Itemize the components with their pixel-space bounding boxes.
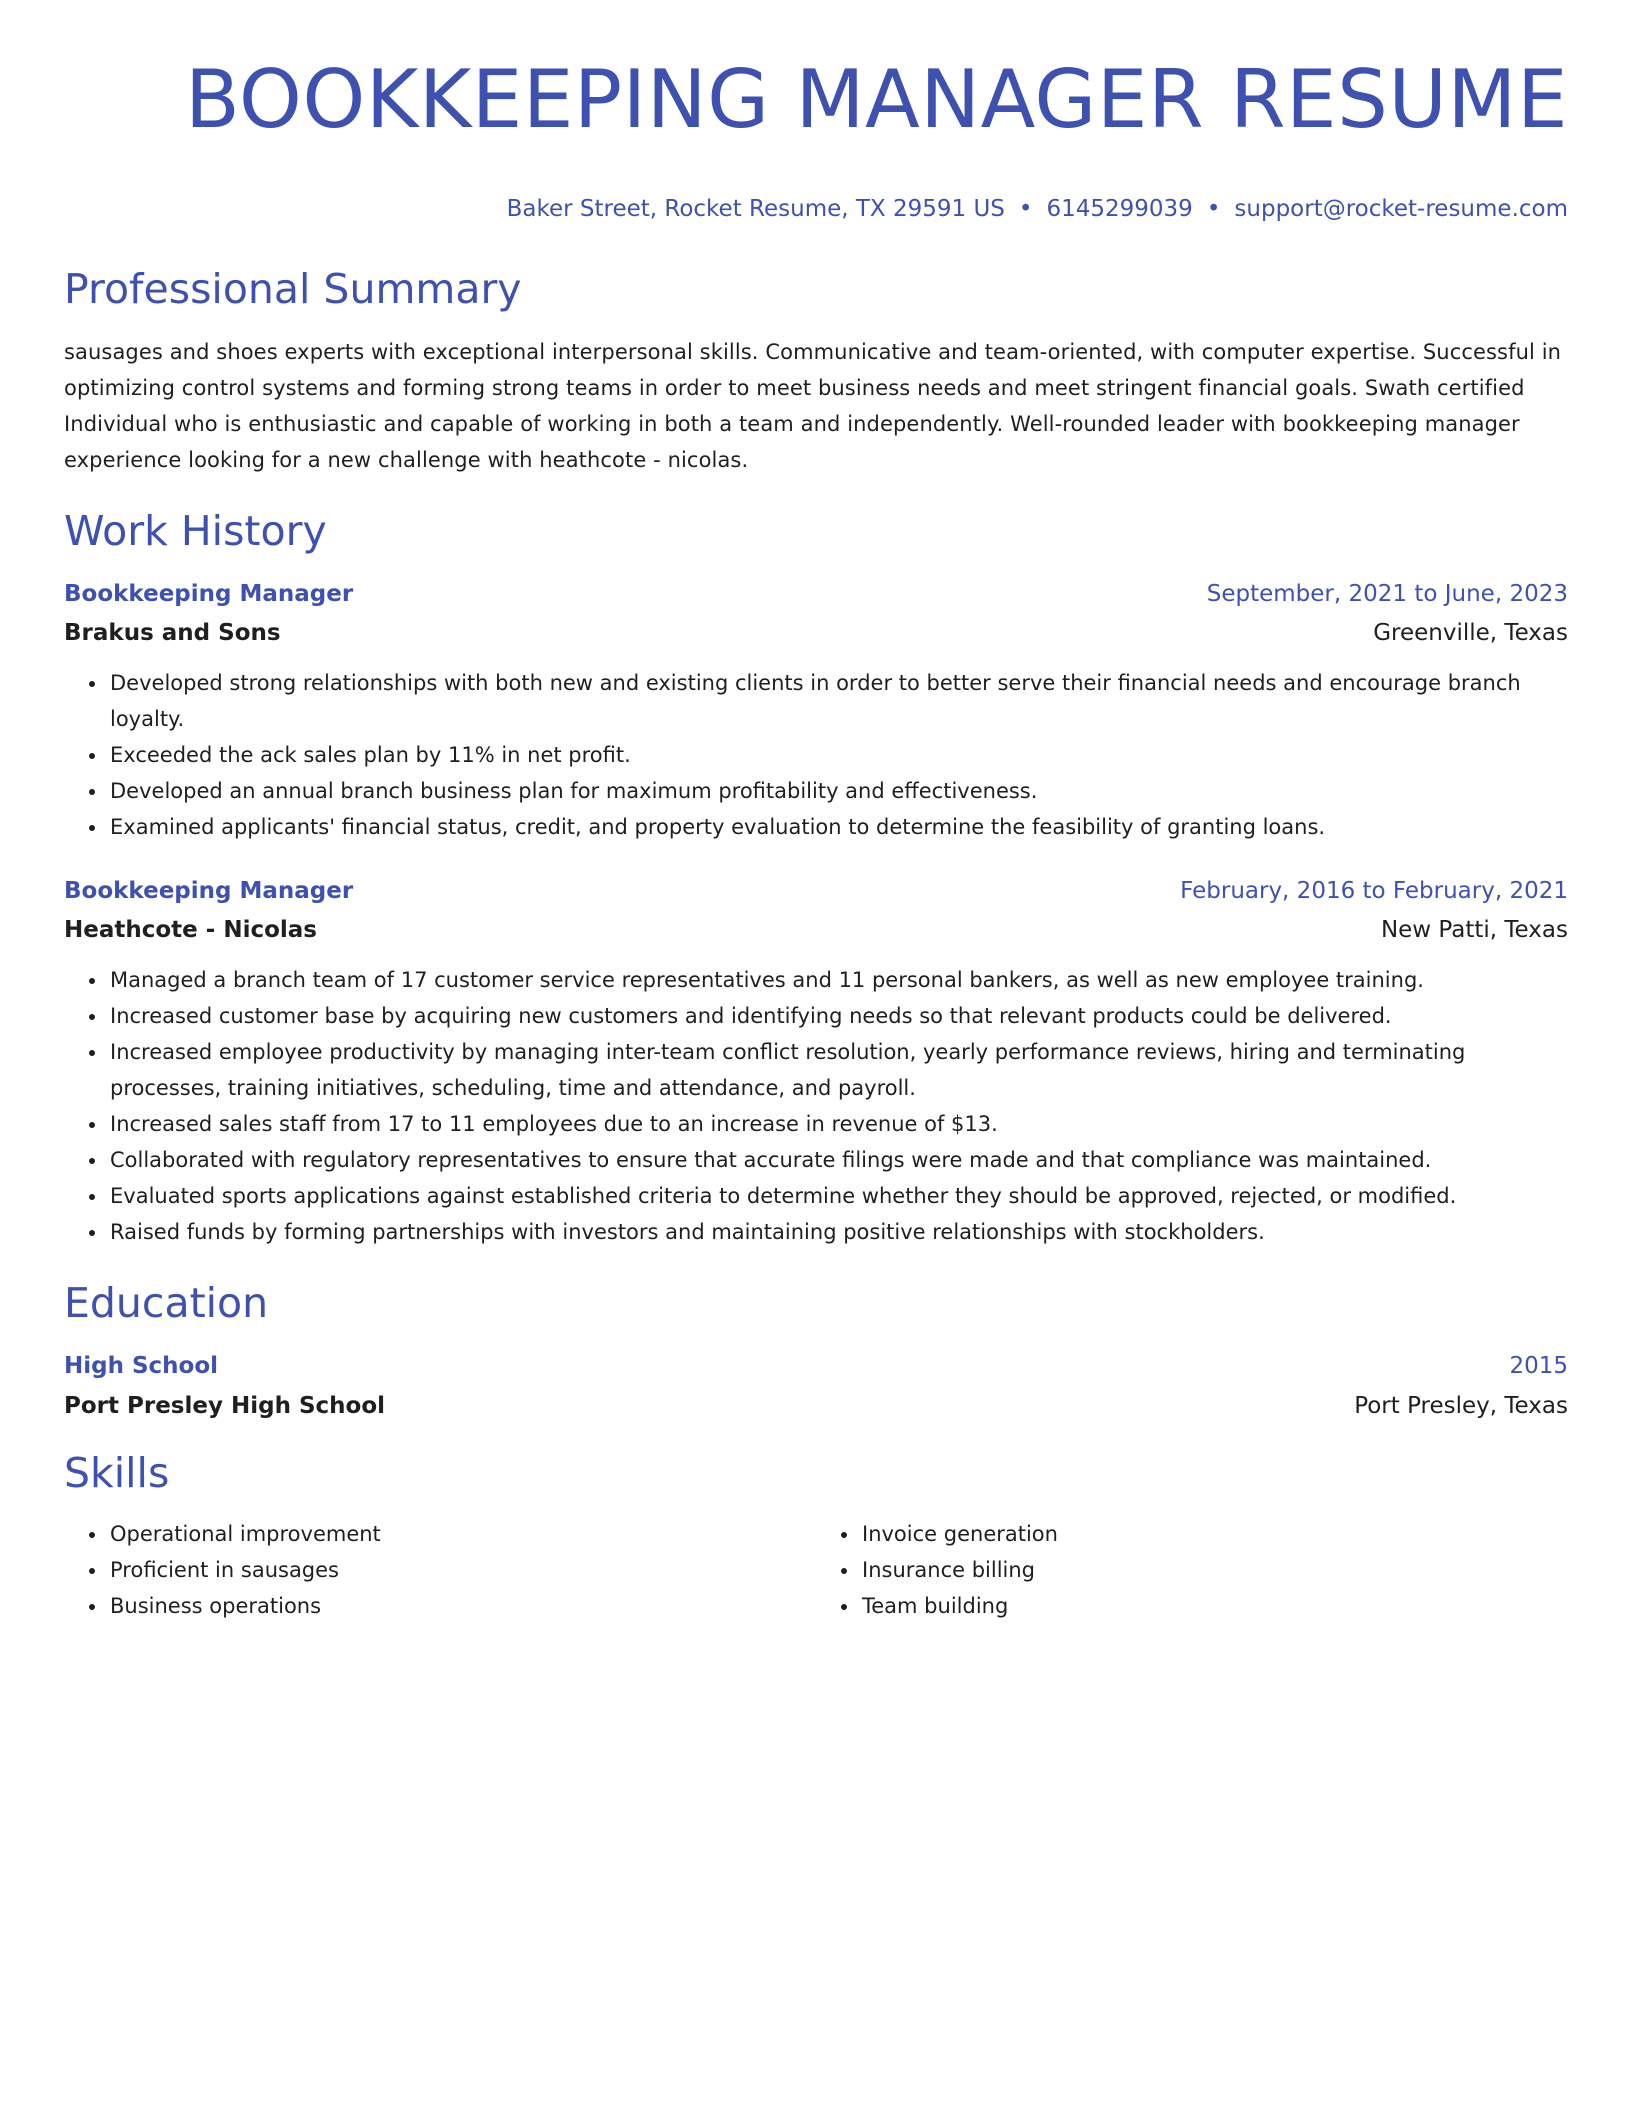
education-header-row <box>64 1350 1568 1382</box>
job-employer-row <box>64 914 1568 946</box>
contact-separator: • <box>1018 196 1033 222</box>
education-degree: High School <box>64 1353 219 1379</box>
job-bullet: • Exceeded the ack sales plan by 11% in net profit. <box>108 737 1568 773</box>
job-bullets <box>64 962 1568 1250</box>
education-location: Port Presley, Texas <box>1354 1393 1568 1419</box>
job-header-row <box>64 578 1568 610</box>
education-heading: Education <box>64 1279 269 1327</box>
job-bullet: • Developed strong relationships with both new and existing clients in order to better serve their financial needs and encourage branch loyalty. <box>108 665 1568 737</box>
skill-item: • Business operations <box>108 1588 816 1624</box>
job-bullet: • Examined applicants' financial status, credit, and property evaluation to determine the feasibility of granting loans. <box>108 809 1568 845</box>
skill-item: • Insurance billing <box>860 1552 1568 1588</box>
education-year: 2015 <box>1509 1353 1568 1379</box>
skill-item: • Proficient in sausages <box>108 1552 816 1588</box>
job-bullet: • Increased employee productivity by managing inter-team conflict resolution, yearly performance reviews, hiring and terminating processes, training initiatives, scheduling, time and attendance, and payroll. <box>108 1034 1568 1106</box>
resume-title: BOOKKEEPING MANAGER RESUME <box>184 53 1568 146</box>
job-location: Greenville, Texas <box>1373 620 1568 646</box>
skill-item: • Team building <box>860 1588 1568 1624</box>
job-employer-row <box>64 617 1568 649</box>
summary-heading: Professional Summary <box>64 265 522 313</box>
job-dates: February, 2016 to February, 2021 <box>1180 878 1568 904</box>
skill-item: • Operational improvement <box>108 1516 816 1552</box>
education-section <box>64 1278 1568 1422</box>
job-title: Bookkeeping Manager <box>64 581 354 607</box>
job-location: New Patti, Texas <box>1380 917 1568 943</box>
skills-column-right <box>816 1516 1568 1624</box>
job-bullet: • Collaborated with regulatory representatives to ensure that accurate filings were made and that compliance was maintained. <box>108 1142 1568 1178</box>
job-bullet: • Raised funds by forming partnerships with investors and maintaining positive relationships with stockholders. <box>108 1214 1568 1250</box>
job-bullet: • Developed an annual branch business plan for maximum profitability and effectiveness. <box>108 773 1568 809</box>
job-header-row <box>64 875 1568 907</box>
job-bullet: • Increased sales staff from 17 to 11 employees due to an increase in revenue of $13. <box>108 1106 1568 1142</box>
job-bullet: • Increased customer base by acquiring new customers and identifying needs so that relevant products could be delivered. <box>108 998 1568 1034</box>
work-history-section <box>64 506 1568 1250</box>
education-school: Port Presley High School <box>64 1393 386 1419</box>
contact-line <box>64 194 1568 224</box>
summary-text: sausages and shoes experts with exceptional interpersonal skills. Communicative and team-oriented, with computer expertise. Successful in optimizing control systems and forming strong teams in order to meet business needs and meet stringent financial goals. Swath certified Individual who is enthusiastic and capable of working in both a team and independently. Well-rounded leader with bookkeeping manager experience looking for a new challenge with heathcote - nicolas. <box>64 340 1562 472</box>
contact-phone: 6145299039 <box>1046 196 1193 222</box>
job-title: Bookkeeping Manager <box>64 878 354 904</box>
skills-heading: Skills <box>64 1449 170 1497</box>
job-entry <box>64 875 1568 1250</box>
job-bullets <box>64 665 1568 845</box>
job-bullet: • Evaluated sports applications against established criteria to determine whether they should be approved, rejected, or modified. <box>108 1178 1568 1214</box>
contact-separator: • <box>1206 196 1221 222</box>
skills-grid <box>64 1516 1568 1624</box>
job-dates: September, 2021 to June, 2023 <box>1206 581 1568 607</box>
job-bullet: • Managed a branch team of 17 customer service representatives and 11 personal bankers, as well as new employee training. <box>108 962 1568 998</box>
skills-section <box>64 1448 1568 1624</box>
skill-item: • Invoice generation <box>860 1516 1568 1552</box>
education-school-row <box>64 1390 1568 1422</box>
job-employer: Heathcote - Nicolas <box>64 917 317 943</box>
education-entry <box>64 1350 1568 1422</box>
contact-email: support@rocket-resume.com <box>1234 196 1568 222</box>
contact-address: Baker Street, Rocket Resume, TX 29591 US <box>506 196 1005 222</box>
skills-column-left <box>64 1516 816 1624</box>
summary-section <box>64 264 1568 478</box>
job-employer: Brakus and Sons <box>64 620 281 646</box>
job-entry <box>64 578 1568 845</box>
work-history-heading: Work History <box>64 507 327 555</box>
resume-header <box>64 0 1568 224</box>
